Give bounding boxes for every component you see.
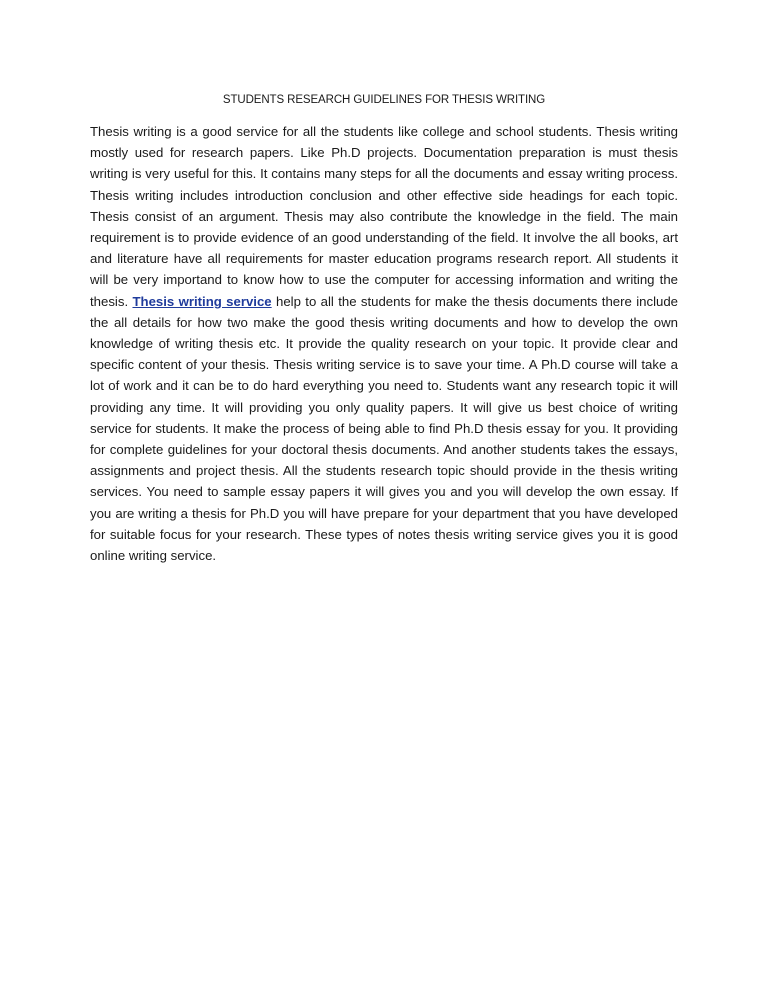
- paragraph-text-after-link: help to all the students for make the thesis documents there include the all details for how two make the good thesis writing documents and how to develop the own knowledge of writing thesis etc. It provide the quality research on your topic. It provide clear and specific content of your thesis. Thesis writing service is to save your time. A Ph.D course will take a lot of work and it can be to do hard everything you need to. Students want any research topic it will providing any time. It will providing you only quality papers. It will give us best choice of writing service for students. It make the process of being able to find Ph.D thesis essay for you. It providing for complete guidelines for your doctoral thesis documents. And another students takes the essays, assignments and project thesis. All the students research topic should provide in the thesis writing services. You need to sample essay papers it will gives you and you will develop the own essay. If you are writing a thesis for Ph.D you will have prepare for your department that you have developed for suitable focus for your research. These types of notes thesis writing service gives you it is good online writing service.: [90, 293, 678, 564]
- document-title: STUDENTS RESEARCH GUIDELINES FOR THESIS WRITING: [222, 94, 546, 106]
- thesis-writing-service-link[interactable]: Thesis writing service: [132, 293, 272, 309]
- paragraph-text-before-link: Thesis writing is a good service for all the students like college and school students. Thesis writing mostly used for research papers. Like Ph.D projects. Documentation preparation is must thesis writing is very useful for this. It contains many steps for all the documents and essay writing process. Thesis writing includes introduction conclusion and other effective side headings for each topic. Thesis consist of an argument. Thesis may also contribute the knowledge in the field. The main requirement is to provide evidence of an good understanding of the field. It involve the all books, art and literature have all requirements for master education programs research report. All students it will be very importand to know how to use the computer for accessing information and writing the thesis.: [90, 124, 678, 309]
- body-paragraph: [90, 121, 678, 566]
